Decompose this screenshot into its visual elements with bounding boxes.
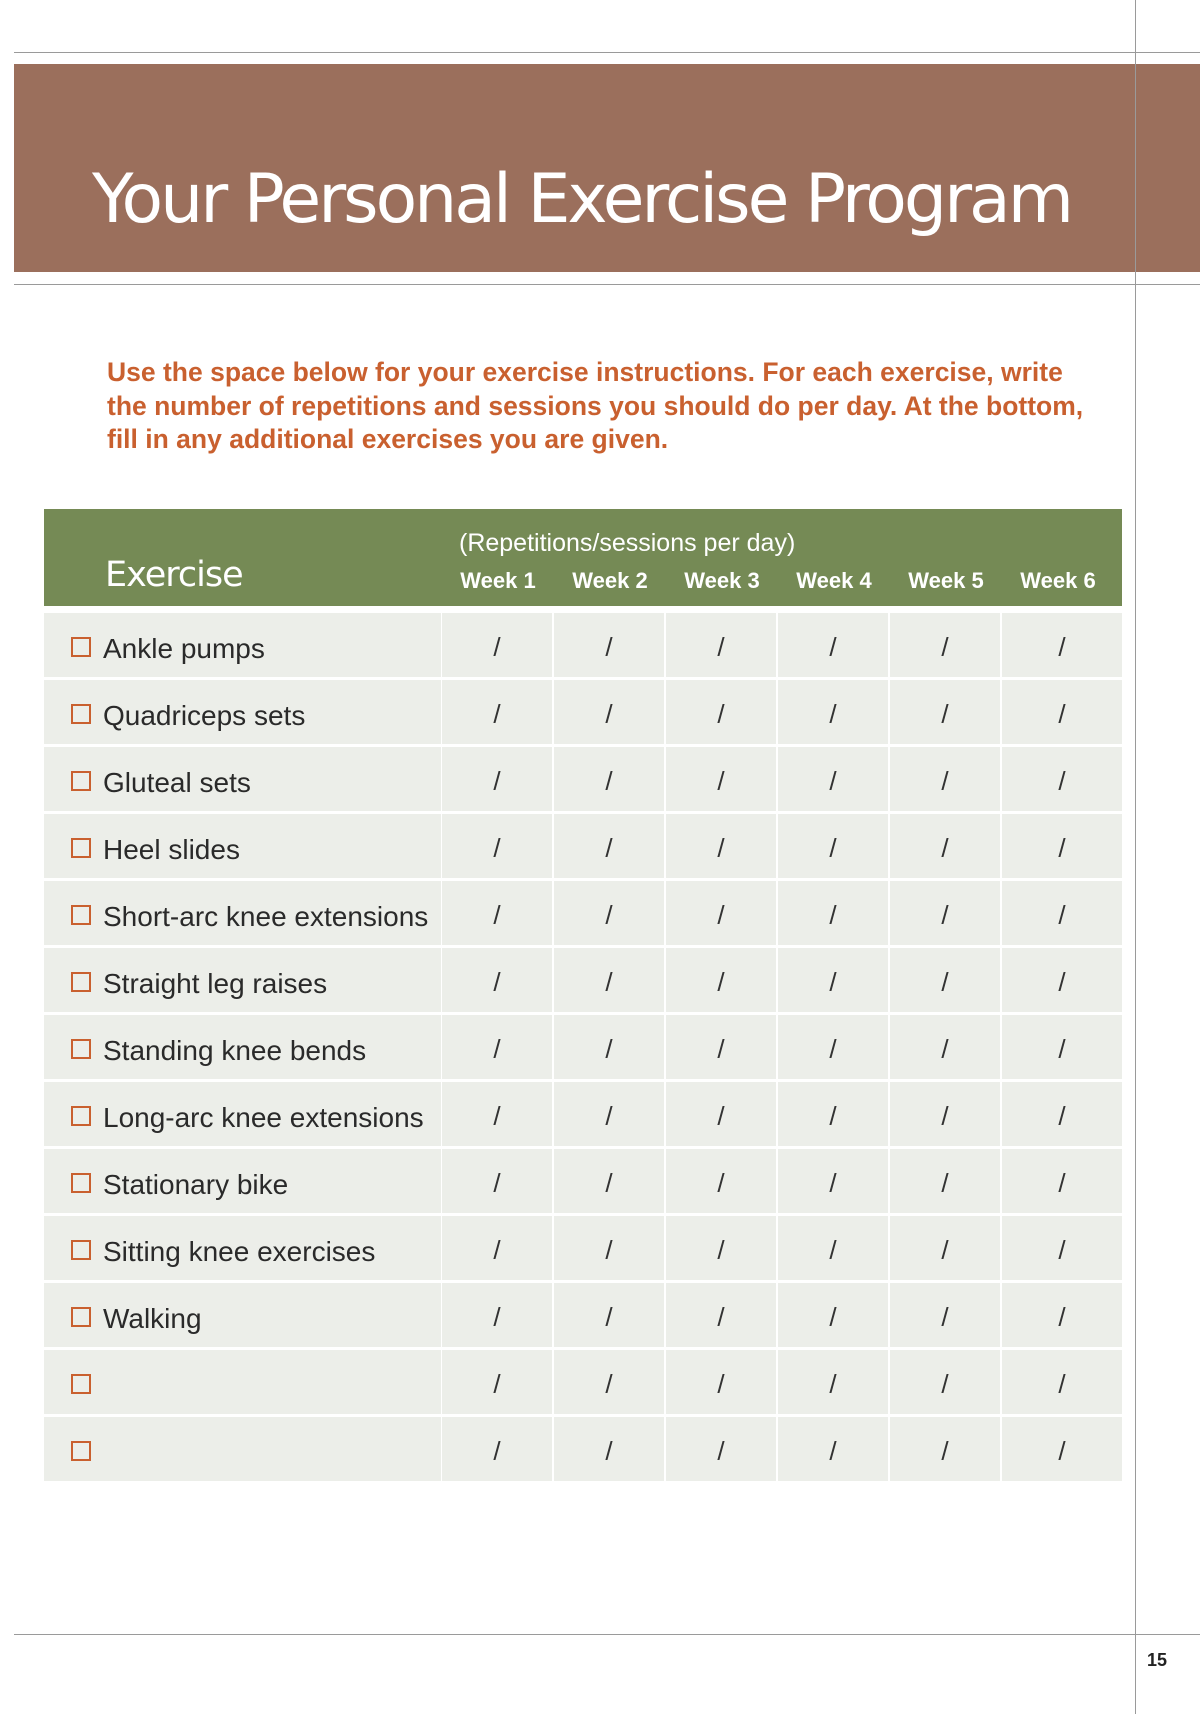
week-2-entry-cell[interactable] <box>554 680 664 744</box>
reps-sessions-separator: / <box>829 967 837 997</box>
reps-sessions-separator: / <box>493 1235 501 1265</box>
exercise-checkbox[interactable] <box>71 771 91 791</box>
reps-sessions-separator: / <box>605 1302 613 1332</box>
footer-rule <box>14 1634 1200 1635</box>
exercise-label: Long-arc knee extensions <box>103 1102 424 1133</box>
exercise-label: Stationary bike <box>103 1169 289 1200</box>
exercise-name-cell <box>44 1417 441 1481</box>
table-row <box>44 1015 1122 1079</box>
week-1-entry-cell[interactable] <box>442 1015 552 1079</box>
week-2-entry-cell[interactable] <box>554 1283 664 1347</box>
reps-sessions-separator: / <box>493 833 501 863</box>
week-1-entry-cell[interactable] <box>442 881 552 945</box>
week-3-entry-cell[interactable] <box>666 1149 776 1213</box>
week-1-entry-cell[interactable] <box>442 747 552 811</box>
exercise-name-cell <box>44 1216 441 1280</box>
reps-sessions-separator: / <box>605 632 613 662</box>
week-5-entry-cell[interactable] <box>890 1283 1000 1347</box>
week-2-entry-cell[interactable] <box>554 948 664 1012</box>
reps-sessions-separator: / <box>605 900 613 930</box>
week-1-entry-cell[interactable] <box>442 1283 552 1347</box>
reps-sessions-separator: / <box>493 1168 501 1198</box>
reps-sessions-separator: / <box>605 766 613 796</box>
week-5-entry-cell[interactable] <box>890 1015 1000 1079</box>
week-6-entry-cell[interactable] <box>1002 1216 1122 1280</box>
week-header-4: Week 4 <box>796 568 872 593</box>
table-row <box>44 814 1122 878</box>
page-title: Your Personal Exercise Program <box>92 160 1071 239</box>
exercise-checkbox[interactable] <box>71 1039 91 1059</box>
week-6-entry-cell[interactable] <box>1002 814 1122 878</box>
table-row <box>44 680 1122 744</box>
reps-sessions-separator: / <box>493 766 501 796</box>
reps-sessions-separator: / <box>1058 1235 1066 1265</box>
week-6-entry-cell[interactable] <box>1002 1283 1122 1347</box>
reps-sessions-separator: / <box>941 1235 949 1265</box>
table-header <box>44 509 1122 606</box>
table-row <box>44 747 1122 811</box>
reps-sessions-separator: / <box>941 1034 949 1064</box>
week-3-entry-cell[interactable] <box>666 613 776 677</box>
reps-sessions-separator: / <box>717 967 725 997</box>
exercise-checkbox[interactable] <box>71 704 91 724</box>
exercise-checkbox[interactable] <box>71 1240 91 1260</box>
reps-sessions-separator: / <box>829 900 837 930</box>
week-header-2: Week 2 <box>572 568 648 593</box>
reps-sessions-separator: / <box>717 1369 725 1399</box>
exercise-checkbox[interactable] <box>71 972 91 992</box>
week-5-entry-cell[interactable] <box>890 948 1000 1012</box>
exercise-name-cell <box>44 1015 441 1079</box>
banner-bottom-rule <box>14 284 1200 285</box>
week-5-entry-cell[interactable] <box>890 1082 1000 1146</box>
week-3-entry-cell[interactable] <box>666 1417 776 1481</box>
table-row <box>44 1350 1122 1414</box>
exercise-name-cell <box>44 1283 441 1347</box>
reps-sessions-separator: / <box>717 1168 725 1198</box>
exercise-label: Straight leg raises <box>103 968 328 999</box>
reps-sessions-separator: / <box>941 632 949 662</box>
week-3-entry-cell[interactable] <box>666 680 776 744</box>
week-1-entry-cell[interactable] <box>442 680 552 744</box>
week-1-entry-cell[interactable] <box>442 1350 552 1414</box>
week-1-entry-cell[interactable] <box>442 814 552 878</box>
exercise-label: Heel slides <box>103 834 240 865</box>
week-5-entry-cell[interactable] <box>890 814 1000 878</box>
reps-sessions-separator: / <box>941 900 949 930</box>
week-6-entry-cell[interactable] <box>1002 1417 1122 1481</box>
exercise-checkbox[interactable] <box>71 637 91 657</box>
reps-sessions-separator: / <box>941 1436 949 1466</box>
week-2-entry-cell[interactable] <box>554 1082 664 1146</box>
reps-sessions-separator: / <box>941 1168 949 1198</box>
reps-sessions-separator: / <box>717 1436 725 1466</box>
reps-sessions-separator: / <box>829 699 837 729</box>
week-3-entry-cell[interactable] <box>666 1015 776 1079</box>
week-4-entry-cell[interactable] <box>778 1216 888 1280</box>
week-1-entry-cell[interactable] <box>442 948 552 1012</box>
reps-sessions-separator: / <box>1058 1369 1066 1399</box>
reps-sessions-separator: / <box>605 967 613 997</box>
reps-sessions-separator: / <box>493 1302 501 1332</box>
exercise-label: Walking <box>103 1303 202 1334</box>
week-4-entry-cell[interactable] <box>778 1149 888 1213</box>
reps-sessions-separator: / <box>1058 1168 1066 1198</box>
reps-sessions-separator: / <box>829 1302 837 1332</box>
reps-sessions-separator: / <box>1058 699 1066 729</box>
week-4-entry-cell[interactable] <box>778 1417 888 1481</box>
reps-sessions-separator: / <box>829 632 837 662</box>
week-5-entry-cell[interactable] <box>890 1149 1000 1213</box>
reps-sessions-separator: / <box>717 1302 725 1332</box>
week-2-entry-cell[interactable] <box>554 747 664 811</box>
reps-sessions-separator: / <box>605 1235 613 1265</box>
week-6-entry-cell[interactable] <box>1002 1082 1122 1146</box>
reps-sessions-separator: / <box>829 1369 837 1399</box>
week-4-entry-cell[interactable] <box>778 1015 888 1079</box>
week-5-entry-cell[interactable] <box>890 881 1000 945</box>
reps-sessions-separator: / <box>605 1168 613 1198</box>
week-4-entry-cell[interactable] <box>778 613 888 677</box>
table-row <box>44 1082 1122 1146</box>
week-4-entry-cell[interactable] <box>778 680 888 744</box>
reps-sessions-separator: / <box>941 1369 949 1399</box>
week-2-entry-cell[interactable] <box>554 814 664 878</box>
week-header-6: Week 6 <box>1020 568 1096 593</box>
week-5-entry-cell[interactable] <box>890 1417 1000 1481</box>
week-6-entry-cell[interactable] <box>1002 881 1122 945</box>
instructions-text: Use the space below for your exercise instructions. For each exercise, write the number of repetitions and sessions you should do per day. At the bottom, fill in any additional exercises you are given. <box>107 357 1084 454</box>
week-5-entry-cell[interactable] <box>890 613 1000 677</box>
week-4-entry-cell[interactable] <box>778 1350 888 1414</box>
page-edge-rule <box>1135 0 1136 1714</box>
week-6-entry-cell[interactable] <box>1002 613 1122 677</box>
week-2-entry-cell[interactable] <box>554 1216 664 1280</box>
reps-sessions-separator: / <box>605 1034 613 1064</box>
week-1-entry-cell[interactable] <box>442 1082 552 1146</box>
week-3-entry-cell[interactable] <box>666 948 776 1012</box>
reps-sessions-separator: / <box>493 1436 501 1466</box>
exercise-column-header: Exercise <box>105 555 243 595</box>
reps-sessions-separator: / <box>717 699 725 729</box>
reps-sessions-separator: / <box>493 699 501 729</box>
reps-sessions-separator: / <box>493 967 501 997</box>
reps-sessions-separator: / <box>1058 900 1066 930</box>
reps-sessions-separator: / <box>717 1101 725 1131</box>
reps-sessions-separator: / <box>941 1302 949 1332</box>
reps-sessions-separator: / <box>941 967 949 997</box>
week-4-entry-cell[interactable] <box>778 1082 888 1146</box>
reps-sessions-separator: / <box>829 1034 837 1064</box>
reps-sessions-separator: / <box>829 1168 837 1198</box>
page-number: 15 <box>1146 1650 1168 1670</box>
reps-sessions-separator: / <box>717 1235 725 1265</box>
reps-sessions-separator: / <box>605 1369 613 1399</box>
week-4-entry-cell[interactable] <box>778 814 888 878</box>
exercise-name-cell <box>44 613 441 677</box>
week-5-entry-cell[interactable] <box>890 680 1000 744</box>
week-2-entry-cell[interactable] <box>554 1350 664 1414</box>
week-1-entry-cell[interactable] <box>442 1216 552 1280</box>
exercise-checkbox[interactable] <box>71 1307 91 1327</box>
exercise-checkbox[interactable] <box>71 1173 91 1193</box>
week-3-entry-cell[interactable] <box>666 1082 776 1146</box>
exercise-name-cell <box>44 1082 441 1146</box>
exercise-checkbox[interactable] <box>71 1374 91 1394</box>
exercise-label: Standing knee bends <box>103 1035 367 1066</box>
reps-sessions-separator: / <box>829 1235 837 1265</box>
reps-sessions-separator: / <box>493 1034 501 1064</box>
week-2-entry-cell[interactable] <box>554 1015 664 1079</box>
reps-sessions-separator: / <box>941 833 949 863</box>
week-4-entry-cell[interactable] <box>778 1283 888 1347</box>
exercise-checkbox[interactable] <box>71 905 91 925</box>
reps-sessions-separator: / <box>1058 833 1066 863</box>
table-row <box>44 1417 1122 1481</box>
reps-sessions-separator: / <box>717 900 725 930</box>
exercise-name-cell <box>44 881 441 945</box>
exercise-name-cell <box>44 680 441 744</box>
exercise-checkbox[interactable] <box>71 838 91 858</box>
reps-sessions-separator: / <box>717 766 725 796</box>
week-6-entry-cell[interactable] <box>1002 747 1122 811</box>
reps-sessions-separator: / <box>605 833 613 863</box>
reps-sessions-separator: / <box>493 900 501 930</box>
week-6-entry-cell[interactable] <box>1002 1350 1122 1414</box>
reps-sessions-separator: / <box>941 766 949 796</box>
exercise-label: Gluteal sets <box>103 767 251 798</box>
table-row <box>44 1149 1122 1213</box>
week-6-entry-cell[interactable] <box>1002 1015 1122 1079</box>
week-2-entry-cell[interactable] <box>554 881 664 945</box>
week-2-entry-cell[interactable] <box>554 1417 664 1481</box>
week-2-entry-cell[interactable] <box>554 613 664 677</box>
reps-sessions-separator: / <box>493 1101 501 1131</box>
week-4-entry-cell[interactable] <box>778 881 888 945</box>
week-2-entry-cell[interactable] <box>554 1149 664 1213</box>
reps-sessions-separator: / <box>829 766 837 796</box>
week-1-entry-cell[interactable] <box>442 1149 552 1213</box>
week-header-3: Week 3 <box>684 568 760 593</box>
reps-sessions-separator: / <box>1058 1302 1066 1332</box>
reps-sessions-separator: / <box>717 1034 725 1064</box>
reps-sessions-separator: / <box>1058 1034 1066 1064</box>
exercise-name-cell <box>44 747 441 811</box>
exercise-checkbox[interactable] <box>71 1441 91 1461</box>
week-5-entry-cell[interactable] <box>890 1216 1000 1280</box>
week-3-entry-cell[interactable] <box>666 1350 776 1414</box>
exercise-name-cell <box>44 1149 441 1213</box>
exercise-label: Ankle pumps <box>103 633 265 664</box>
reps-sessions-separator: / <box>717 833 725 863</box>
reps-sessions-separator: / <box>605 1101 613 1131</box>
week-3-entry-cell[interactable] <box>666 814 776 878</box>
week-3-entry-cell[interactable] <box>666 1283 776 1347</box>
exercise-label: Quadriceps sets <box>103 700 306 731</box>
week-3-entry-cell[interactable] <box>666 1216 776 1280</box>
week-6-entry-cell[interactable] <box>1002 948 1122 1012</box>
reps-sessions-separator: / <box>605 699 613 729</box>
reps-sessions-separator: / <box>493 632 501 662</box>
reps-sessions-separator: / <box>829 1436 837 1466</box>
week-header-5: Week 5 <box>908 568 984 593</box>
week-6-entry-cell[interactable] <box>1002 680 1122 744</box>
table-row <box>44 613 1122 677</box>
reps-sessions-separator: / <box>1058 766 1066 796</box>
exercise-checkbox[interactable] <box>71 1106 91 1126</box>
reps-sessions-separator: / <box>1058 1101 1066 1131</box>
top-rule <box>14 52 1200 53</box>
week-3-entry-cell[interactable] <box>666 881 776 945</box>
reps-sessions-subheader: (Repetitions/sessions per day) <box>459 529 796 557</box>
reps-sessions-separator: / <box>493 1369 501 1399</box>
exercise-label: Short-arc knee extensions <box>103 901 429 932</box>
exercise-name-cell <box>44 948 441 1012</box>
week-1-entry-cell[interactable] <box>442 613 552 677</box>
week-1-entry-cell[interactable] <box>442 1417 552 1481</box>
reps-sessions-separator: / <box>717 632 725 662</box>
week-4-entry-cell[interactable] <box>778 747 888 811</box>
week-header-1: Week 1 <box>460 568 536 593</box>
reps-sessions-separator: / <box>1058 967 1066 997</box>
exercise-name-cell <box>44 814 441 878</box>
table-row <box>44 1216 1122 1280</box>
week-6-entry-cell[interactable] <box>1002 1149 1122 1213</box>
table-row <box>44 948 1122 1012</box>
reps-sessions-separator: / <box>605 1436 613 1466</box>
table-row <box>44 1283 1122 1347</box>
exercise-label: Sitting knee exercises <box>103 1236 376 1267</box>
reps-sessions-separator: / <box>1058 632 1066 662</box>
week-5-entry-cell[interactable] <box>890 747 1000 811</box>
reps-sessions-separator: / <box>941 699 949 729</box>
table-row <box>44 881 1122 945</box>
reps-sessions-separator: / <box>829 1101 837 1131</box>
reps-sessions-separator: / <box>829 833 837 863</box>
week-3-entry-cell[interactable] <box>666 747 776 811</box>
exercise-name-cell <box>44 1350 441 1414</box>
week-5-entry-cell[interactable] <box>890 1350 1000 1414</box>
reps-sessions-separator: / <box>941 1101 949 1131</box>
week-4-entry-cell[interactable] <box>778 948 888 1012</box>
reps-sessions-separator: / <box>1058 1436 1066 1466</box>
